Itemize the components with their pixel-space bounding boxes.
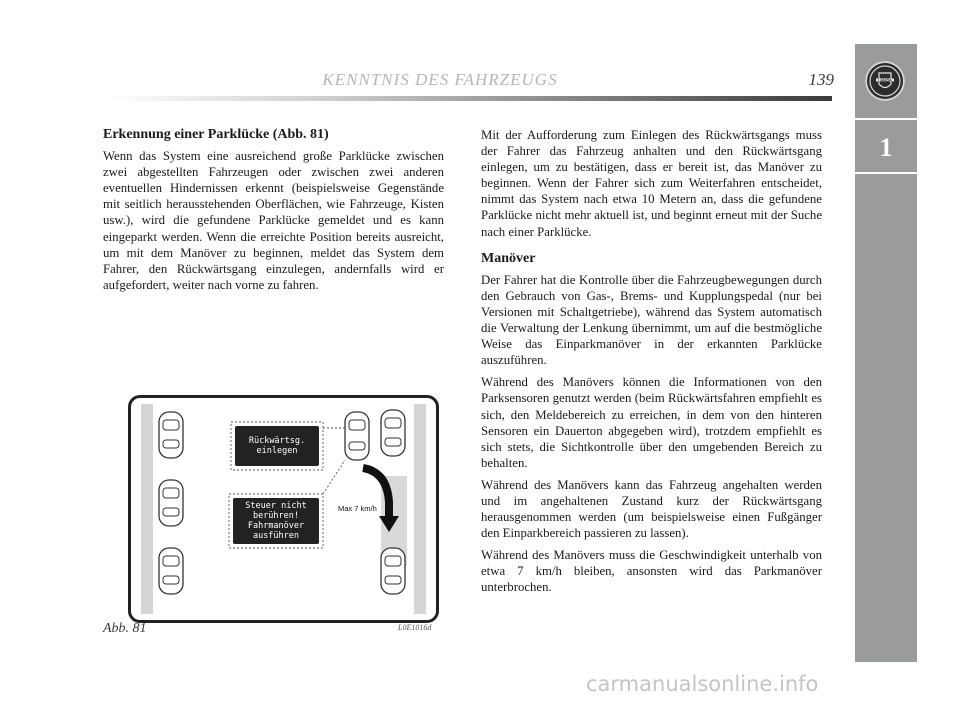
body-paragraph: Während des Manövers können die Informationen von den Parksensoren genutzt werden (beim Rückwärtsfahren empfiehlt es sich, den Meldebereich zu erreichen, in dem von den hinteren Sensoren ein Dauerton abgegeben wird), trotzdem empfiehlt es sich stets, die Sichtkontrolle über den umgebenden Bereich zu behalten. — [481, 375, 822, 470]
display-text-reverse: Rückwärtsg. einlegen — [248, 436, 306, 456]
figure-parking-illustration — [128, 395, 439, 623]
speed-limit-label: Max 7 km/h — [338, 504, 377, 513]
body-paragraph: Mit der Aufforderung zum Einlegen des Rückwärtsgangs muss der Fahrer das Fahrzeug anhalten und den Rückwärtsgang einlegen, um zu bestätigen, dass er bereit ist, das Manöver zu beginnen. Wenn der Fahrer sich zum Weiterfahren entscheidet, nimmt das System nach etwa 10 Metern an, dass die gefundene Parklücke nicht mehr aktuell ist, und beginnt erneut mit der Suche nach einer Parklücke. — [481, 128, 822, 239]
figure-code: L0E1016d — [398, 623, 432, 632]
display-text-hands-off: Steuer nicht berühren! Fahrmanöver ausführen — [245, 501, 307, 541]
display-message-hands-off — [233, 498, 319, 544]
parked-car-icon — [159, 412, 183, 458]
parked-car-icon — [159, 548, 183, 594]
section-heading-parking-detection: Erkennung einer Parklücke (Abb. 81) — [103, 127, 329, 142]
parked-car-icon — [381, 548, 405, 594]
parked-car-icon — [381, 410, 405, 456]
body-paragraph: Der Fahrer hat die Kontrolle über die Fahrzeugbewegungen durch den Gebrauch von Gas-, Brems- und Kupplungspedal (nur bei Versionen mit Schaltgetriebe), während das System automatisch die Verwaltung der Lenkung übernimmt, um auf die bestmögliche Weise das Einparkmanöver in der erkannten Parklücke auszuführen. — [481, 272, 822, 368]
page-number: 139 — [808, 70, 834, 89]
callout-leader — [323, 460, 345, 494]
running-header-title: KENNTNIS DES FAHRZEUGS — [322, 70, 558, 89]
left-column — [103, 127, 444, 293]
chapter-number: 1 — [879, 133, 893, 162]
curb-right — [414, 404, 426, 614]
header-rule — [104, 96, 832, 101]
curb-left — [141, 404, 153, 614]
watermark: carmanualsonline.info — [586, 672, 819, 696]
display-message-reverse — [235, 426, 319, 466]
body-paragraph: Während des Manövers kann das Fahrzeug angehalten werden und im angehaltenen Zustand kurz der Rückwärtsgang herausgenommen werden (um beispielsweise einen Fußgänger den Einparkbereich passieren zu lassen). — [481, 477, 822, 541]
section-heading-maneuver: Manöver — [481, 250, 536, 266]
parked-car-icon — [159, 480, 183, 526]
sidebar-divider — [855, 118, 917, 120]
lancia-shield-icon — [868, 64, 902, 98]
body-paragraph: Wenn das System eine ausreichend große Parklücke zwischen zwei abgestellten Fahrzeugen oder zwischen zwei anderen eventuellen Hindernissen erkennt (beispielsweise Gegenstände mit seitlich herausstehenden Oberflächen, wie Fahrzeuge, Kisten usw.), wird die gefundene Parklücke gemeldet und es kann eingeparkt werden. Wenn die erreichte Position bereits ausreicht, um mit dem Manöver zu beginnen, meldet das System dem Fahrer, den Rückwärtsgang einzulegen, andernfalls wird er aufgefordert, weiter nach vorne zu fahren. — [103, 149, 444, 292]
body-paragraph: Während des Manövers muss die Geschwindigkeit unterhalb von etwa 7 km/h bleiben, ansonsten wird das Parkmanöver unterbrochen. — [481, 548, 822, 595]
own-car-icon — [345, 412, 369, 460]
sidebar-divider — [855, 172, 917, 174]
lancia-logo-icon — [865, 61, 905, 101]
logo-wordmark: LANCIA — [878, 78, 892, 83]
figure-caption: Abb. 81 — [103, 621, 147, 636]
right-column — [481, 127, 822, 596]
